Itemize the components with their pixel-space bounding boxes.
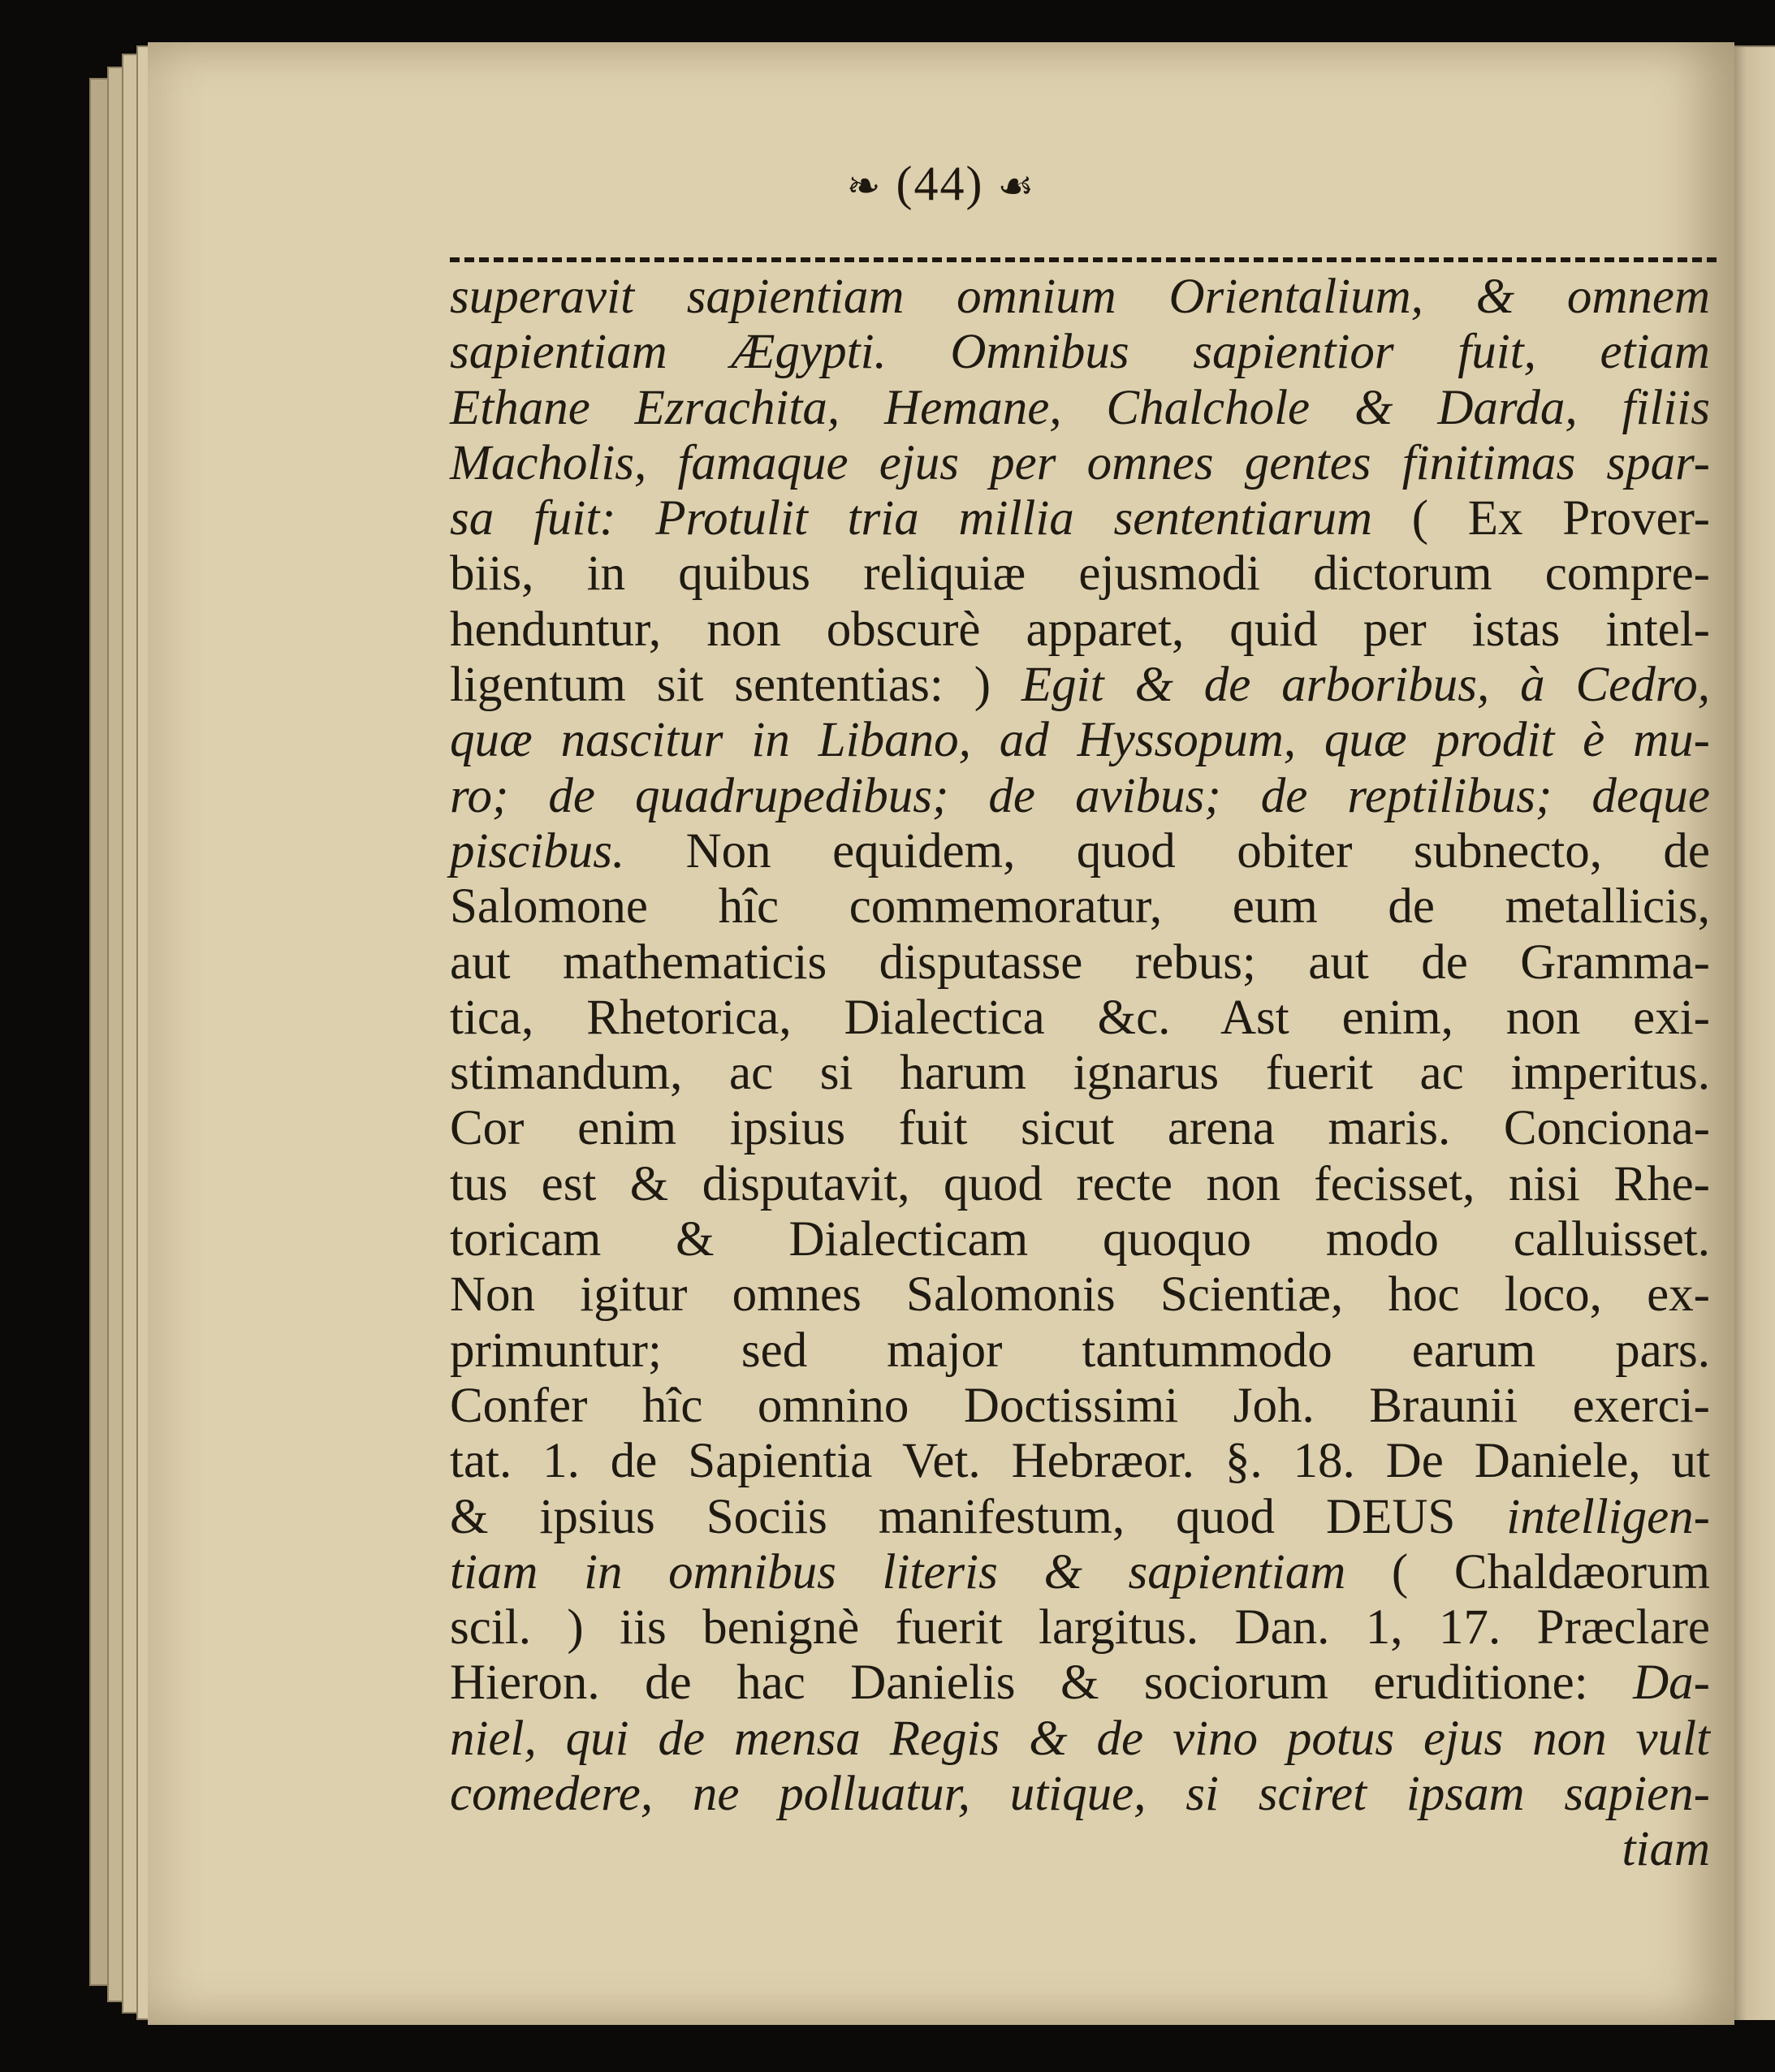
roman-text: biis, in quibus reliquiæ ejusmodi dictorum compre- (450, 546, 1710, 602)
roman-text: ( Chaldæorum (1345, 1544, 1710, 1599)
facing-page-edge (1728, 47, 1775, 2020)
roman-text: tica, Rhetorica, Dialectica &c. Ast enim, non exi- (450, 990, 1710, 1045)
roman-text: aut mathematicis disputasse rebus; aut de Gramma- (450, 935, 1710, 990)
book-page (148, 42, 1734, 2025)
italic-text: tiam in omnibus literis & sapientiam (450, 1544, 1346, 1599)
text-line (450, 325, 1710, 380)
page-header (148, 156, 1734, 212)
body-text (450, 270, 1710, 1878)
roman-text: Confer hîc omnino Doctissimi Joh. Braunii exerci- (450, 1378, 1710, 1433)
page-number: (44) (896, 157, 984, 210)
italic-text: Ethane Ezrachita, Hemane, Chalchole & Darda, filiis (450, 380, 1710, 435)
italic-text: Macholis, famaque ejus per omnes gentes finitimas spar- (450, 435, 1710, 490)
text-line (450, 1323, 1710, 1379)
text-line (450, 1101, 1710, 1156)
roman-text: Non equidem, quod obiter subnecto, de (624, 823, 1710, 878)
italic-text: tiam (1622, 1822, 1710, 1877)
text-line (450, 1655, 1710, 1711)
text-line (450, 1600, 1710, 1655)
text-line (450, 1212, 1710, 1267)
text-line (450, 1379, 1710, 1434)
italic-text: intelligen- (1506, 1489, 1710, 1544)
roman-text: scil. ) iis benignè fuerit largitus. Dan. 1, 17. Præclare (450, 1600, 1710, 1655)
italic-text: quæ nascitur in Libano, ad Hyssopum, quæ prodit è mu- (450, 713, 1710, 768)
text-line (450, 879, 1710, 935)
roman-text: Non igitur omnes Salomonis Scientiæ, hoc loco, ex- (450, 1267, 1710, 1323)
ornament-right-icon: ☙ (997, 163, 1036, 209)
roman-text: tat. 1. de Sapientia Vet. Hebræor. §. 18. De Daniele, ut (450, 1434, 1710, 1489)
text-line (450, 1157, 1710, 1212)
text-line (450, 546, 1710, 602)
roman-text: Salomone hîc commemoratur, eum de metallicis, (450, 879, 1710, 935)
ornament-left-icon: ❧ (846, 163, 883, 209)
italic-text: sapientiam Ægypti. Omnibus sapientior fuit, etiam (450, 325, 1710, 380)
text-line (450, 935, 1710, 991)
text-line (450, 824, 1710, 879)
roman-text: toricam & Dialecticam quoquo modo calluisset. (450, 1212, 1710, 1267)
text-line (450, 381, 1710, 436)
text-line (450, 1267, 1710, 1323)
text-line (450, 1545, 1710, 1600)
text-line (450, 1767, 1710, 1822)
text-line (450, 270, 1710, 325)
text-line (450, 602, 1710, 658)
text-line (450, 991, 1710, 1046)
text-line (450, 1490, 1710, 1545)
text-line (450, 1434, 1710, 1489)
header-rule (450, 257, 1717, 262)
roman-text: & ipsius Sociis manifestum, quod DEUS (450, 1489, 1507, 1544)
italic-text: piscibus. (450, 823, 625, 878)
roman-text: Cor enim ipsius fuit sicut arena maris. Conciona- (450, 1101, 1710, 1156)
roman-text: primuntur; sed major tantummodo earum pars. (450, 1323, 1710, 1378)
italic-text: comedere, ne polluatur, utique, si sciret ipsam sapien- (450, 1767, 1710, 1822)
text-line (450, 1822, 1710, 1877)
text-line (450, 769, 1710, 824)
roman-text: henduntur, non obscurè apparet, quid per istas intel- (450, 602, 1710, 657)
text-line (450, 436, 1710, 491)
italic-text: sa fuit: Protulit tria millia sententiarum (450, 491, 1373, 546)
text-line (450, 1712, 1710, 1767)
text-line (450, 491, 1710, 546)
italic-text: niel, qui de mensa Regis & de vino potus ejus non vult (450, 1711, 1710, 1766)
text-line (450, 713, 1710, 768)
italic-text: ro; de quadrupedibus; de avibus; de reptilibus; deque (450, 768, 1710, 823)
italic-text: superavit sapientiam omnium Orientalium, & omnem (450, 270, 1710, 324)
italic-text: Da- (1633, 1655, 1710, 1711)
text-line (450, 1046, 1710, 1101)
roman-text: ligentum sit sententias: ) (450, 658, 1021, 713)
roman-text: Hieron. de hac Danielis & sociorum eruditione: (450, 1655, 1634, 1711)
roman-text: tus est & disputavit, quod recte non fecisset, nisi Rhe- (450, 1156, 1710, 1211)
roman-text: stimandum, ac si harum ignarus fuerit ac imperitus. (450, 1046, 1710, 1101)
italic-text: Egit & de arboribus, à Cedro, (1021, 658, 1710, 713)
text-line (450, 658, 1710, 713)
roman-text: ( Ex Prover- (1372, 491, 1710, 546)
